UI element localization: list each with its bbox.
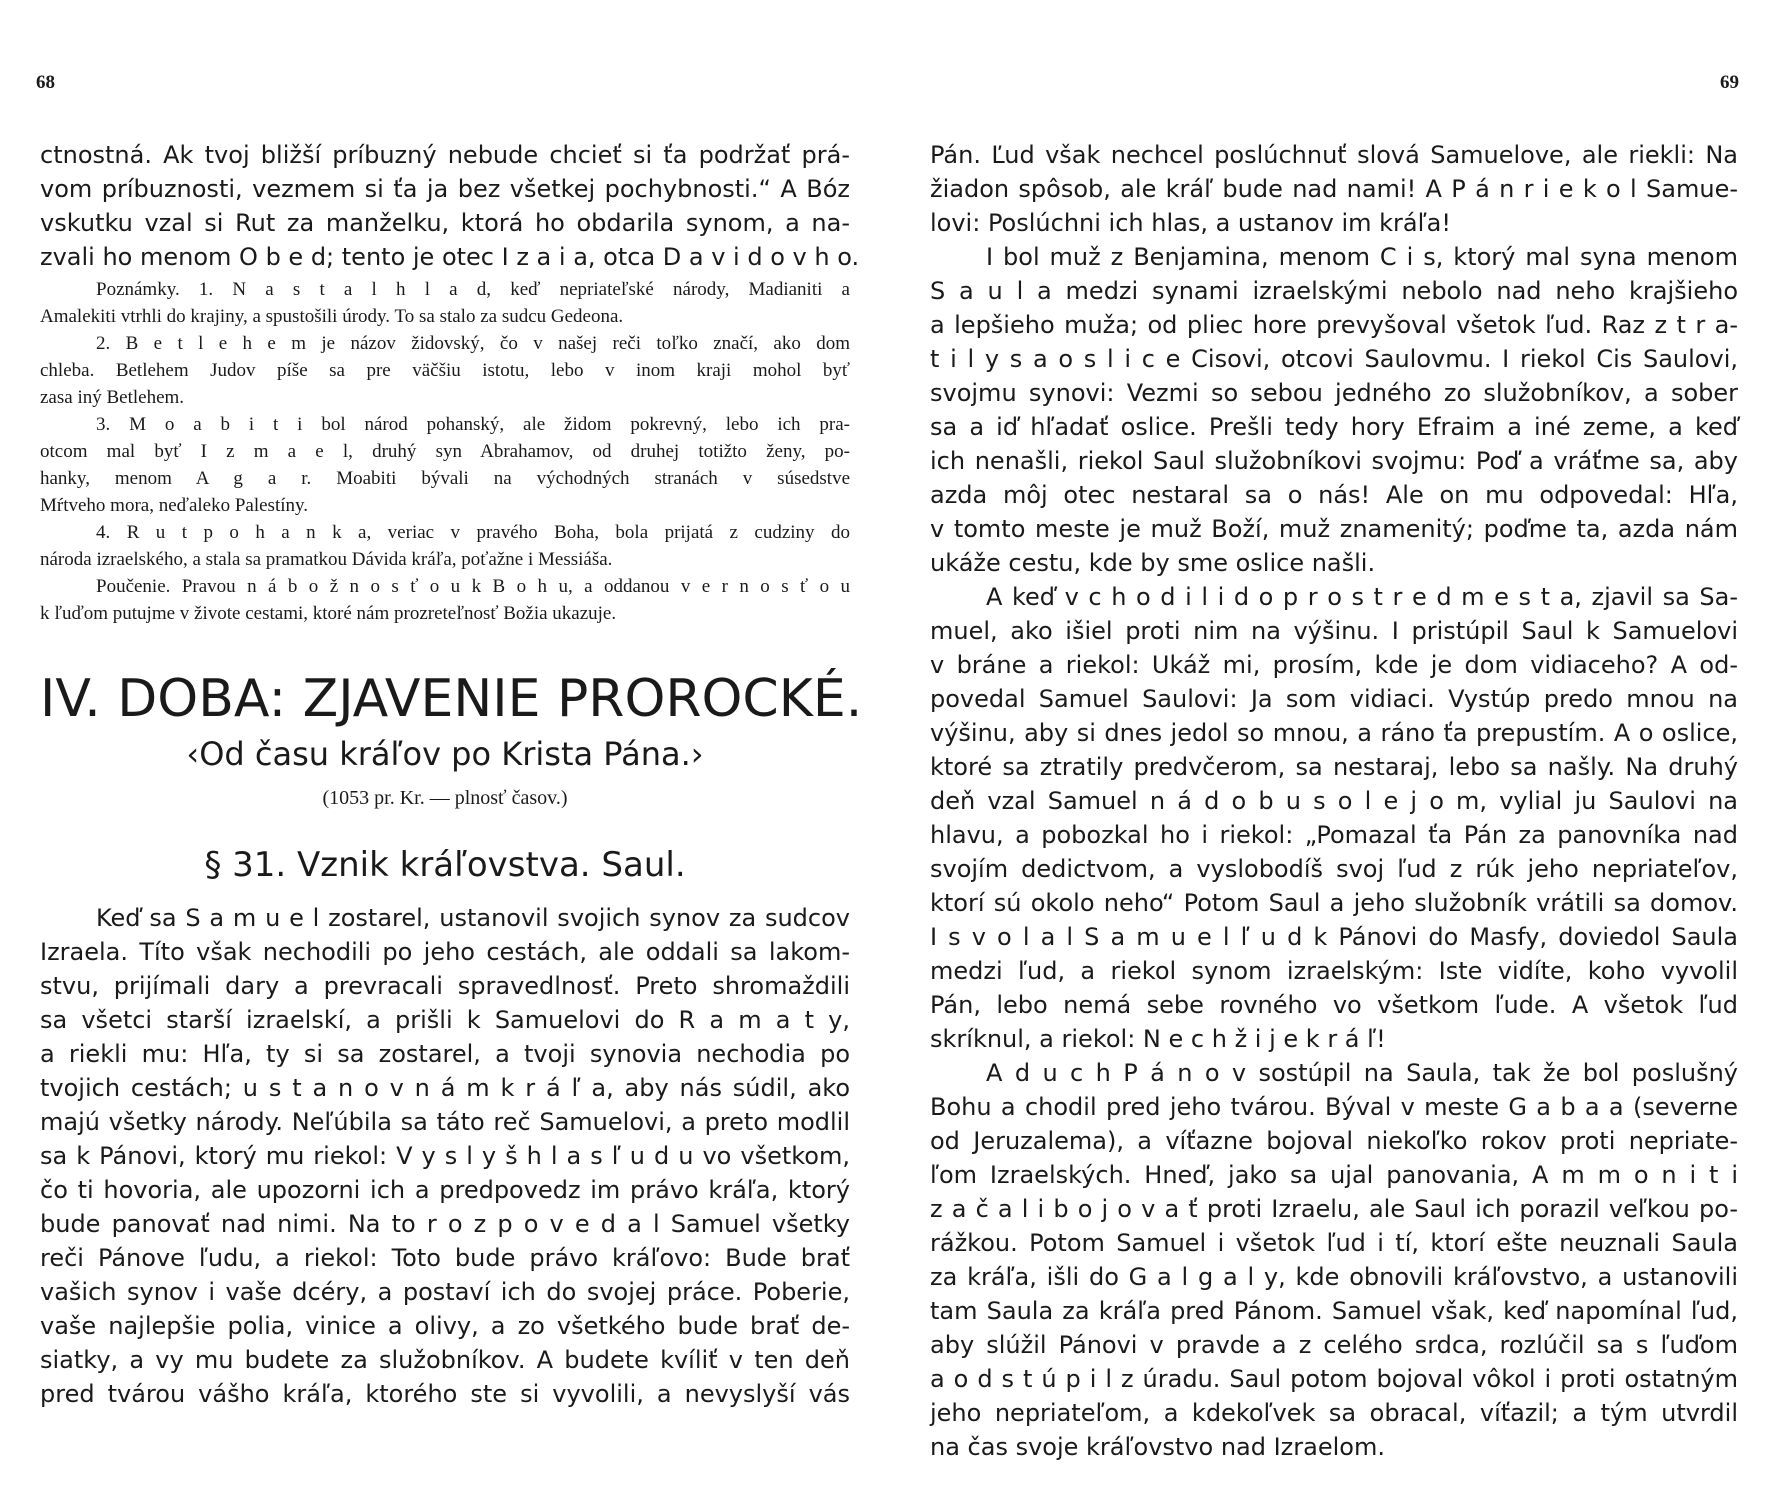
text-line: hanky, menom A g a r. Moabiti bývali na východných stranách v súsedstve: [40, 468, 850, 489]
text-line: 3. M o a b i t i bol národ pohanský, ale židom pokrevný, lebo ich pra-: [96, 414, 850, 435]
section-title: § 31. Vznik kráľovstva. Saul.: [204, 845, 686, 885]
right-page-body: [930, 138, 1738, 1464]
text-line: povedal Samuel Saulovi: Ja som vidiaci. Vystúp predo mnou na: [930, 685, 1738, 713]
text-line: v tomto meste je muž Boží, muž znamenitý; poďme ta, azda nám: [930, 515, 1738, 543]
text-line: jeho nepriateľom, a kdekoľvek sa obracal, víťazil; a tým utvrdil: [930, 1399, 1738, 1427]
text-line: vašich synov i vaše dcéry, a postaví ich do svojej práce. Poberie,: [40, 1278, 850, 1306]
page-number-right: 69: [1720, 72, 1739, 93]
text-line: sa k Pánovi, ktorý mu riekol: V y s l y š h l a s ľ u d u vo všetkom,: [40, 1142, 850, 1170]
text-line: chleba. Betlehem Judov píše sa pre väčšiu istotu, lebo v inom kraji mohol byť: [40, 360, 850, 381]
text-line: siatky, a vy mu budete za služobníkov. A budete kvíliť v ten deň: [40, 1346, 850, 1374]
text-line: Amalekiti vtrhli do krajiny, a spustošili úrody. To sa stalo za sudcu Gedeona.: [40, 306, 624, 327]
text-line: svojmu synovi: Vezmi so sebou jedného zo služobníkov, a sober: [930, 379, 1738, 407]
text-line: žiadon spôsob, ale kráľ bude nad nami! A P á n r i e k o l Samue-: [930, 175, 1738, 203]
text-line: výšinu, aby si dnes jedol so mnou, a ráno ťa prepustím. A o oslice,: [930, 719, 1738, 747]
text-line: aby slúžil Pánovi v pravde a z celého srdca, rozlúčil sa s ľuďom: [930, 1331, 1738, 1359]
text-line: vskutku vzal si Rut za manželku, ktorá ho obdarila synom, a na-: [40, 209, 850, 237]
text-line: svojím dedictvom, a vyslobodíš svoj ľud z rúk jeho nepriateľov,: [930, 855, 1738, 883]
text-line: čo ti hovoria, ale upozorni ich a predpovedz im právo kráľa, ktorý: [40, 1176, 850, 1204]
text-line: muel, ako išiel proti nim na výšinu. I pristúpil Saul k Samuelovi: [930, 617, 1738, 645]
text-line: Keď sa S a m u e l zostarel, ustanovil svojich synov za sudcov: [96, 904, 850, 932]
text-line: vaše najlepšie polia, vinice a olivy, a zo všetkého bude brať de-: [40, 1312, 850, 1340]
text-line: Izraela. Títo však nechodili po jeho cestách, ale oddali sa lakom-: [40, 938, 850, 966]
text-line: ich nenašli, riekol Saul služobníkovi svojmu: Poď a vráťme sa, aby: [930, 447, 1738, 475]
text-line: Mŕtveho mora, neďaleko Palestíny.: [40, 495, 309, 516]
chapter-dates: (1053 pr. Kr. — plnosť časov.): [322, 787, 568, 809]
text-line: sa všetci starší izraelskí, a prišli k Samuelovi do R a m a t y,: [40, 1006, 850, 1034]
text-line: Poučenie. Pravou n á b o ž n o s ť o u k B o h u, a oddanou v e r n o s ť o u: [96, 576, 850, 597]
text-line: ukáže cestu, kde by sme oslice našli.: [930, 549, 1376, 577]
chapter-subtitle: ‹Od času kráľov po Krista Pána.›: [186, 735, 704, 773]
text-line: za kráľa, išli do G a l g a l y, kde obnovili kráľovstvo, a ustanovili: [930, 1263, 1738, 1291]
text-line: A keď v c h o d i l i d o p r o s t r e d m e s t a, zjavil sa Sa-: [986, 583, 1738, 611]
text-line: pred tvárou vášho kráľa, ktorého ste si vyvolili, a nevyslyší vás: [40, 1380, 850, 1408]
text-line: ktorí sú okolo neho“ Potom Saul a jeho služobník vrátili sa domov.: [930, 889, 1738, 917]
text-line: ktoré sa ztratily predvčerom, sa nestaraj, lebo sa našly. Na druhý: [930, 753, 1738, 781]
text-line: vom príbuznosti, vezmem si ťa ja bez všetkej pochybnosti.“ A Bóz: [40, 175, 850, 203]
text-line: otcom mal byť I z m a e l, druhý syn Abrahamov, od druhej totižto ženy, po-: [40, 441, 850, 462]
text-line: Bohu a chodil pred jeho tvárou. Býval v meste G a b a a (severne: [930, 1093, 1738, 1121]
text-line: t i l y s a o s l i c e Cisovi, otcovi Saulovmu. I riekol Cis Saulovi,: [930, 345, 1738, 373]
text-line: zasa iný Betlehem.: [40, 387, 185, 408]
text-line: hlavu, a pobozkal ho i riekol: „Pomazal ťa Pán za panovníka nad: [930, 821, 1738, 849]
text-line: bude panovať nad nimi. Na to r o z p o v e d a l Samuel všetky: [40, 1210, 850, 1238]
text-line: majú všetky národy. Neľúbila sa táto reč Samuelovi, a preto modlil: [40, 1108, 850, 1136]
text-line: tvojich cestách; u s t a n o v n á m k r á ľ a, aby nás súdil, ako: [40, 1074, 850, 1102]
chapter-title: IV. DOBA: ZJAVENIE PROROCKÉ.: [40, 669, 863, 729]
right-page-column: [930, 138, 1738, 1464]
text-line: k ľuďom putujme v životе cestami, ktoré nám prozreteľnosť Božia ukazuje.: [40, 603, 617, 624]
text-line: na čas svoje kráľovstvo nad Izraelom.: [930, 1433, 1385, 1461]
text-line: z a č a l i b o j o v a ť proti Izraelu, ale Saul ich porazil veľkou po-: [930, 1195, 1738, 1223]
footnotes-block: [40, 276, 850, 627]
text-line: a o d s t ú p i l z úradu. Saul potom bojoval vôkol i proti ostatným: [930, 1365, 1738, 1393]
text-line: I bol muž z Benjamina, menom C i s, ktorý mal syna menom: [986, 243, 1738, 271]
text-line: zvali ho menom O b e d; tento je otec I z a i a, otca D a v i d o v h o.: [40, 243, 860, 271]
text-line: a lepšieho muža; od pliec hore prevyšoval všetok ľud. Raz z t r a-: [930, 311, 1738, 339]
text-line: Pán. Ľud však nechcel poslúchnuť slová Samuelove, ale riekli: Na: [930, 141, 1738, 169]
text-line: od Jeruzalema), a víťazne bojoval niekoľko rokov proti nepriate-: [930, 1127, 1738, 1155]
text-line: azda môj otec nestaral sa o nás! Ale on mu odpovedal: Hľa,: [930, 481, 1738, 509]
text-line: skríknul, a riekol: N e c h ž i j e k r á ľ!: [930, 1025, 1386, 1053]
text-line: v bráne a riekol: Ukáž mi, prosím, kde je dom vidiaceho? A od-: [930, 651, 1738, 679]
text-line: rážkou. Potom Samuel i všetok ľud i tí, ktorí ešte neuznali Saula: [930, 1229, 1738, 1257]
text-line: medzi ľud, a riekol synom izraelským: Iste vidíte, koho vyvolil: [930, 957, 1738, 985]
text-line: 2. B e t l e h e m je názov židovský, čo v našej reči toľko značí, ako dom: [96, 333, 850, 354]
text-line: deň vzal Samuel n á d o b u s o l e j o m, vylial ju Saulovi na: [930, 787, 1738, 815]
text-line: sa a iď hľadať oslice. Prešli tedy hory Efraim a iné zeme, a keď: [930, 413, 1738, 441]
text-line: ctnostná. Ak tvoj bližší príbuzný nebude chcieť si ťa podržať prá-: [40, 141, 850, 169]
text-line: I s v o l a l S a m u e l ľ u d k Pánovi do Masfy, doviedol Saula: [930, 923, 1738, 951]
text-line: lovi: Poslúchni ich hlas, a ustanov im kráľa!: [930, 209, 1451, 237]
text-line: 4. R u t p o h a n k a, veriac v pravého Boha, bola prijatá z cudziny do: [96, 522, 850, 543]
text-line: tam Saula za kráľa pred Pánom. Samuel však, keď napomínal ľud,: [930, 1297, 1738, 1325]
section-body: [40, 901, 850, 1411]
text-line: A d u c h P á n o v sostúpil na Saula, tak že bol poslušný: [986, 1059, 1738, 1087]
text-line: stvu, prijímali dary a prevracali spravedlnosť. Preto shromaždili: [40, 972, 850, 1000]
left-top-paragraph: [40, 138, 860, 274]
page-number-left: 68: [36, 72, 55, 93]
text-line: a riekli mu: Hľa, ty si sa zostarel, a tvoji synovia nechodia po: [40, 1040, 850, 1068]
text-line: S a u l a medzi synami izraelskými nebolo nad neho krajšieho: [930, 277, 1738, 305]
text-line: ľom Izraelských. Hneď, jako sa ujal panovania, A m m o n i t i: [930, 1161, 1738, 1189]
left-page-column: [40, 138, 863, 1411]
text-line: národa izraelského, a stala sa pramatkou Dávida kráľa, poťažne i Messiáša.: [40, 549, 613, 570]
text-line: reči Pánove ľudu, a riekol: Toto bude právo kráľovo: Bude brať: [40, 1244, 850, 1272]
text-line: Poznámky. 1. N a s t a l h l a d, keď nepriateľské národy, Madianiti a: [96, 279, 850, 300]
text-line: Pán, lebo nemá sebe rovného vo všetkom ľude. A všetok ľud: [930, 991, 1738, 1019]
